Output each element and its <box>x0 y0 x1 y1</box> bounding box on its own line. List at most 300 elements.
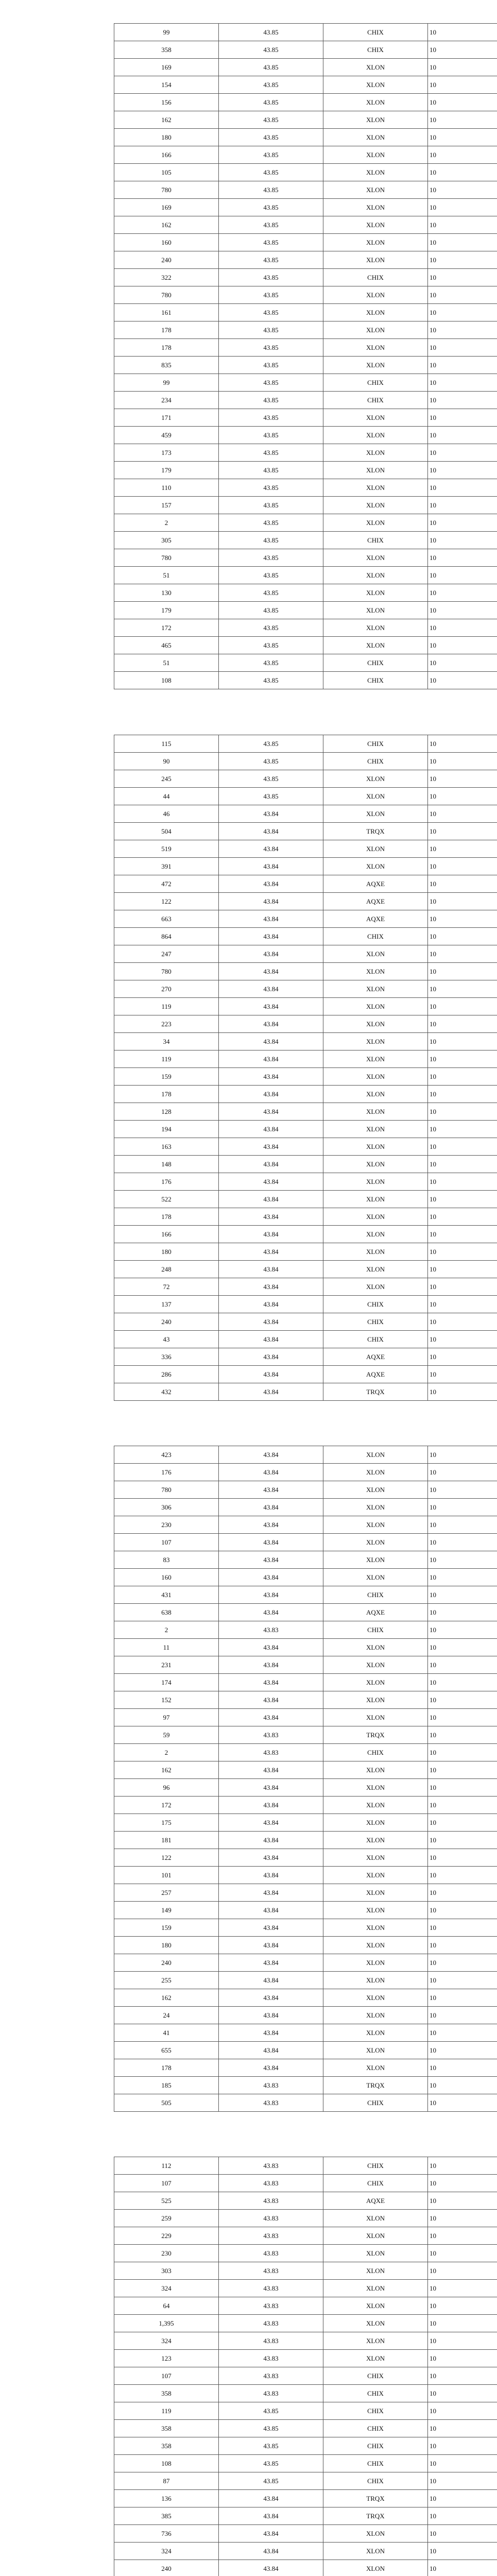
volume-cell: 2 <box>114 1744 219 1761</box>
price-cell: 43.85 <box>219 735 323 753</box>
price-cell: 43.84 <box>219 1709 323 1726</box>
price-cell: 43.83 <box>219 2175 323 2192</box>
venue-cell: XLON <box>323 2297 428 2315</box>
time-cell: 10 <box>428 980 497 998</box>
table-row <box>114 1516 497 1534</box>
time-cell: 10 <box>428 304 497 321</box>
venue-cell: CHIX <box>323 1744 428 1761</box>
time-cell: 10 <box>428 1296 497 1313</box>
time-cell: 10 <box>428 2175 497 2192</box>
price-cell: 43.84 <box>219 875 323 893</box>
volume-cell: 166 <box>114 146 219 164</box>
table-row <box>114 2210 497 2227</box>
time-cell: 10 <box>428 619 497 637</box>
time-cell: 10 <box>428 1832 497 1849</box>
price-cell: 43.85 <box>219 94 323 111</box>
table-row <box>114 2437 497 2455</box>
price-cell: 43.85 <box>219 164 323 181</box>
time-cell: 10 <box>428 1191 497 1208</box>
table-row <box>114 1331 497 1348</box>
volume-cell: 465 <box>114 637 219 654</box>
time-cell: 10 <box>428 945 497 963</box>
time-cell: 10 <box>428 1709 497 1726</box>
price-cell: 43.84 <box>219 1015 323 1033</box>
venue-cell: XLON <box>323 59 428 76</box>
venue-cell: XLON <box>323 1919 428 1937</box>
price-cell: 43.85 <box>219 637 323 654</box>
venue-cell: XLON <box>323 1464 428 1481</box>
table-row <box>114 1121 497 1138</box>
volume-cell: 171 <box>114 409 219 427</box>
venue-cell: XLON <box>323 216 428 234</box>
table-row <box>114 2094 497 2112</box>
table-row <box>114 1639 497 1656</box>
time-cell: 10 <box>428 146 497 164</box>
table-row <box>114 910 497 928</box>
price-cell: 43.84 <box>219 1173 323 1191</box>
table-row <box>114 2007 497 2024</box>
volume-cell: 156 <box>114 94 219 111</box>
trades-table-3 <box>114 1446 497 2112</box>
price-cell: 43.85 <box>219 788 323 805</box>
venue-cell: XLON <box>323 1446 428 1464</box>
price-cell: 43.84 <box>219 893 323 910</box>
price-cell: 43.85 <box>219 234 323 251</box>
time-cell: 10 <box>428 2385 497 2402</box>
time-cell: 10 <box>428 1551 497 1569</box>
time-cell: 10 <box>428 910 497 928</box>
price-cell: 43.84 <box>219 1068 323 1086</box>
time-cell: 10 <box>428 1033 497 1050</box>
price-cell: 43.84 <box>219 1639 323 1656</box>
venue-cell: TRQX <box>323 2077 428 2094</box>
price-cell: 43.84 <box>219 2059 323 2077</box>
table-row <box>114 1243 497 1261</box>
volume-cell: 149 <box>114 1902 219 1919</box>
volume-cell: 391 <box>114 858 219 875</box>
volume-cell: 97 <box>114 1709 219 1726</box>
venue-cell: CHIX <box>323 2472 428 2490</box>
price-cell: 43.84 <box>219 1586 323 1604</box>
volume-cell: 248 <box>114 1261 219 1278</box>
table-row <box>114 1103 497 1121</box>
volume-cell: 107 <box>114 2175 219 2192</box>
price-cell: 43.85 <box>219 2472 323 2490</box>
time-cell: 10 <box>428 893 497 910</box>
time-cell: 10 <box>428 1103 497 1121</box>
time-cell: 10 <box>428 129 497 146</box>
table-row <box>114 805 497 823</box>
volume-cell: 1,395 <box>114 2315 219 2332</box>
venue-cell: XLON <box>323 1761 428 1779</box>
time-cell: 10 <box>428 549 497 567</box>
venue-cell: CHIX <box>323 928 428 945</box>
venue-cell: CHIX <box>323 1296 428 1313</box>
venue-cell: XLON <box>323 1261 428 1278</box>
price-cell: 43.84 <box>219 980 323 998</box>
volume-cell: 176 <box>114 1464 219 1481</box>
venue-cell: XLON <box>323 1278 428 1296</box>
volume-cell: 303 <box>114 2262 219 2280</box>
price-cell: 43.84 <box>219 928 323 945</box>
time-cell: 10 <box>428 584 497 602</box>
venue-cell: XLON <box>323 286 428 304</box>
venue-cell: CHIX <box>323 654 428 672</box>
volume-cell: 44 <box>114 788 219 805</box>
venue-cell: CHIX <box>323 2437 428 2455</box>
time-cell: 10 <box>428 2210 497 2227</box>
time-cell: 10 <box>428 1015 497 1033</box>
venue-cell: XLON <box>323 409 428 427</box>
price-cell: 43.83 <box>219 2245 323 2262</box>
time-cell: 10 <box>428 2192 497 2210</box>
table-row <box>114 858 497 875</box>
table-row <box>114 374 497 392</box>
price-cell: 43.84 <box>219 823 323 840</box>
price-cell: 43.85 <box>219 339 323 357</box>
price-cell: 43.84 <box>219 1797 323 1814</box>
volume-cell: 240 <box>114 1954 219 1972</box>
venue-cell: CHIX <box>323 392 428 409</box>
venue-cell: CHIX <box>323 269 428 286</box>
price-cell: 43.83 <box>219 2192 323 2210</box>
volume-cell: 115 <box>114 735 219 753</box>
price-cell: 43.83 <box>219 2262 323 2280</box>
volume-cell: 229 <box>114 2227 219 2245</box>
volume-cell: 780 <box>114 1481 219 1499</box>
time-cell: 10 <box>428 735 497 753</box>
volume-cell: 119 <box>114 2402 219 2420</box>
price-cell: 43.84 <box>219 1033 323 1050</box>
table-row <box>114 269 497 286</box>
volume-cell: 306 <box>114 1499 219 1516</box>
table-row <box>114 1446 497 1464</box>
venue-cell: TRQX <box>323 1383 428 1401</box>
price-cell: 43.83 <box>219 1621 323 1639</box>
price-cell: 43.83 <box>219 2385 323 2402</box>
price-cell: 43.83 <box>219 2157 323 2175</box>
venue-cell: XLON <box>323 251 428 269</box>
time-cell: 10 <box>428 2280 497 2297</box>
volume-cell: 736 <box>114 2525 219 2543</box>
venue-cell: AQXE <box>323 893 428 910</box>
volume-cell: 162 <box>114 1989 219 2007</box>
volume-cell: 780 <box>114 181 219 199</box>
time-cell: 10 <box>428 2077 497 2094</box>
price-cell: 43.84 <box>219 2560 323 2576</box>
time-cell: 10 <box>428 1691 497 1709</box>
table-row <box>114 2525 497 2543</box>
venue-cell: CHIX <box>323 753 428 770</box>
price-cell: 43.83 <box>219 2297 323 2315</box>
time-cell: 10 <box>428 1086 497 1103</box>
venue-cell: XLON <box>323 1972 428 1989</box>
volume-cell: 185 <box>114 2077 219 2094</box>
venue-cell: XLON <box>323 2007 428 2024</box>
time-cell: 10 <box>428 602 497 619</box>
table-row <box>114 1569 497 1586</box>
price-cell: 43.84 <box>219 1296 323 1313</box>
price-cell: 43.84 <box>219 1569 323 1586</box>
volume-cell: 59 <box>114 1726 219 1744</box>
volume-cell: 162 <box>114 1761 219 1779</box>
venue-cell: XLON <box>323 998 428 1015</box>
volume-cell: 223 <box>114 1015 219 1033</box>
volume-cell: 240 <box>114 2560 219 2576</box>
volume-cell: 99 <box>114 24 219 41</box>
venue-cell: XLON <box>323 462 428 479</box>
price-cell: 43.84 <box>219 2007 323 2024</box>
table-row <box>114 735 497 753</box>
venue-cell: XLON <box>323 497 428 514</box>
volume-cell: 230 <box>114 2245 219 2262</box>
volume-cell: 178 <box>114 1208 219 1226</box>
time-cell: 10 <box>428 2472 497 2490</box>
time-cell: 10 <box>428 1383 497 1401</box>
table-row <box>114 1208 497 1226</box>
price-cell: 43.84 <box>219 2042 323 2059</box>
venue-cell: XLON <box>323 1068 428 1086</box>
time-cell: 10 <box>428 2525 497 2543</box>
venue-cell: CHIX <box>323 532 428 549</box>
price-cell: 43.85 <box>219 532 323 549</box>
volume-cell: 322 <box>114 269 219 286</box>
price-cell: 43.84 <box>219 1121 323 1138</box>
time-cell: 10 <box>428 1639 497 1656</box>
price-cell: 43.84 <box>219 1954 323 1972</box>
table-row <box>114 181 497 199</box>
table-row <box>114 998 497 1015</box>
table-row <box>114 146 497 164</box>
table-row <box>114 1086 497 1103</box>
time-cell: 10 <box>428 1446 497 1464</box>
volume-cell: 2 <box>114 514 219 532</box>
venue-cell: XLON <box>323 858 428 875</box>
volume-cell: 358 <box>114 2385 219 2402</box>
price-cell: 43.85 <box>219 672 323 689</box>
time-cell: 10 <box>428 788 497 805</box>
volume-cell: 163 <box>114 1138 219 1156</box>
table-row <box>114 840 497 858</box>
time-cell: 10 <box>428 672 497 689</box>
volume-cell: 385 <box>114 2507 219 2525</box>
table-row <box>114 2245 497 2262</box>
price-cell: 43.83 <box>219 2332 323 2350</box>
time-cell: 10 <box>428 251 497 269</box>
table-row <box>114 2543 497 2560</box>
price-cell: 43.84 <box>219 1348 323 1366</box>
time-cell: 10 <box>428 1261 497 1278</box>
volume-cell: 230 <box>114 1516 219 1534</box>
volume-cell: 324 <box>114 2543 219 2560</box>
volume-cell: 11 <box>114 1639 219 1656</box>
time-cell: 10 <box>428 1779 497 1797</box>
table-row <box>114 76 497 94</box>
volume-cell: 112 <box>114 2157 219 2175</box>
price-cell: 43.85 <box>219 514 323 532</box>
table-row <box>114 1226 497 1243</box>
table-row <box>114 1015 497 1033</box>
table-row <box>114 2332 497 2350</box>
venue-cell: CHIX <box>323 1331 428 1348</box>
venue-cell: CHIX <box>323 2402 428 2420</box>
volume-cell: 780 <box>114 286 219 304</box>
time-cell: 10 <box>428 2297 497 2315</box>
volume-cell: 90 <box>114 753 219 770</box>
table-row <box>114 1832 497 1849</box>
time-cell: 10 <box>428 409 497 427</box>
volume-cell: 432 <box>114 1383 219 1401</box>
venue-cell: XLON <box>323 2350 428 2367</box>
table-row <box>114 963 497 980</box>
venue-cell: XLON <box>323 1797 428 1814</box>
price-cell: 43.84 <box>219 1243 323 1261</box>
venue-cell: XLON <box>323 2227 428 2245</box>
price-cell: 43.85 <box>219 216 323 234</box>
volume-cell: 169 <box>114 59 219 76</box>
price-cell: 43.85 <box>219 2402 323 2420</box>
price-cell: 43.85 <box>219 251 323 269</box>
time-cell: 10 <box>428 1569 497 1586</box>
table-row <box>114 1902 497 1919</box>
table-row <box>114 672 497 689</box>
price-cell: 43.83 <box>219 2350 323 2367</box>
venue-cell: XLON <box>323 2315 428 2332</box>
time-cell: 10 <box>428 1138 497 1156</box>
time-cell: 10 <box>428 1534 497 1551</box>
time-cell: 10 <box>428 216 497 234</box>
table-row <box>114 59 497 76</box>
time-cell: 10 <box>428 1586 497 1604</box>
volume-cell: 119 <box>114 1050 219 1068</box>
volume-cell: 257 <box>114 1884 219 1902</box>
venue-cell: XLON <box>323 1208 428 1226</box>
volume-cell: 472 <box>114 875 219 893</box>
price-cell: 43.85 <box>219 321 323 339</box>
price-cell: 43.84 <box>219 1261 323 1278</box>
price-cell: 43.85 <box>219 357 323 374</box>
table-row <box>114 1937 497 1954</box>
price-cell: 43.83 <box>219 2367 323 2385</box>
table-row <box>114 514 497 532</box>
time-cell: 10 <box>428 1656 497 1674</box>
table-row <box>114 770 497 788</box>
price-cell: 43.84 <box>219 1832 323 1849</box>
venue-cell: XLON <box>323 111 428 129</box>
price-cell: 43.84 <box>219 945 323 963</box>
time-cell: 10 <box>428 479 497 497</box>
volume-cell: 72 <box>114 1278 219 1296</box>
price-cell: 43.84 <box>219 1867 323 1884</box>
volume-cell: 655 <box>114 2042 219 2059</box>
price-cell: 43.83 <box>219 2094 323 2112</box>
venue-cell: XLON <box>323 602 428 619</box>
volume-cell: 504 <box>114 823 219 840</box>
volume-cell: 34 <box>114 1033 219 1050</box>
table-row <box>114 1313 497 1331</box>
price-cell: 43.85 <box>219 497 323 514</box>
time-cell: 10 <box>428 2350 497 2367</box>
volume-cell: 178 <box>114 321 219 339</box>
venue-cell: XLON <box>323 770 428 788</box>
time-cell: 10 <box>428 24 497 41</box>
table-row <box>114 427 497 444</box>
price-cell: 43.84 <box>219 1226 323 1243</box>
table-row <box>114 1050 497 1068</box>
volume-cell: 137 <box>114 1296 219 1313</box>
time-cell: 10 <box>428 462 497 479</box>
table-row <box>114 216 497 234</box>
price-cell: 43.84 <box>219 1208 323 1226</box>
price-cell: 43.84 <box>219 1814 323 1832</box>
price-cell: 43.83 <box>219 2280 323 2297</box>
venue-cell: XLON <box>323 164 428 181</box>
volume-cell: 122 <box>114 1849 219 1867</box>
volume-cell: 96 <box>114 1779 219 1797</box>
price-cell: 43.83 <box>219 2315 323 2332</box>
table-row <box>114 2262 497 2280</box>
table-row <box>114 1534 497 1551</box>
table-row <box>114 1814 497 1832</box>
table-row <box>114 339 497 357</box>
table-row <box>114 1674 497 1691</box>
time-cell: 10 <box>428 1954 497 1972</box>
time-cell: 10 <box>428 1464 497 1481</box>
price-cell: 43.85 <box>219 770 323 788</box>
table-row <box>114 2455 497 2472</box>
venue-cell: XLON <box>323 1709 428 1726</box>
venue-cell: TRQX <box>323 1726 428 1744</box>
time-cell: 10 <box>428 2437 497 2455</box>
volume-cell: 64 <box>114 2297 219 2315</box>
table-row <box>114 462 497 479</box>
volume-cell: 43 <box>114 1331 219 1348</box>
venue-cell: XLON <box>323 2262 428 2280</box>
time-cell: 10 <box>428 2262 497 2280</box>
volume-cell: 105 <box>114 164 219 181</box>
price-cell: 43.85 <box>219 584 323 602</box>
time-cell: 10 <box>428 2059 497 2077</box>
time-cell: 10 <box>428 1867 497 1884</box>
table-row <box>114 234 497 251</box>
time-cell: 10 <box>428 1797 497 1814</box>
venue-cell: XLON <box>323 1691 428 1709</box>
venue-cell: XLON <box>323 1226 428 1243</box>
table-row <box>114 2077 497 2094</box>
volume-cell: 108 <box>114 2455 219 2472</box>
time-cell: 10 <box>428 497 497 514</box>
time-cell: 10 <box>428 1366 497 1383</box>
price-cell: 43.84 <box>219 1383 323 1401</box>
venue-cell: XLON <box>323 2280 428 2297</box>
volume-cell: 162 <box>114 216 219 234</box>
venue-cell: AQXE <box>323 875 428 893</box>
time-cell: 10 <box>428 1208 497 1226</box>
price-cell: 43.83 <box>219 2077 323 2094</box>
table-row <box>114 928 497 945</box>
table-row <box>114 602 497 619</box>
table-row <box>114 1191 497 1208</box>
price-cell: 43.84 <box>219 2543 323 2560</box>
volume-cell: 160 <box>114 1569 219 1586</box>
venue-cell: XLON <box>323 1779 428 1797</box>
table-row <box>114 2420 497 2437</box>
price-cell: 43.84 <box>219 1779 323 1797</box>
price-cell: 43.84 <box>219 858 323 875</box>
venue-cell: CHIX <box>323 24 428 41</box>
time-cell: 10 <box>428 567 497 584</box>
volume-cell: 180 <box>114 1243 219 1261</box>
